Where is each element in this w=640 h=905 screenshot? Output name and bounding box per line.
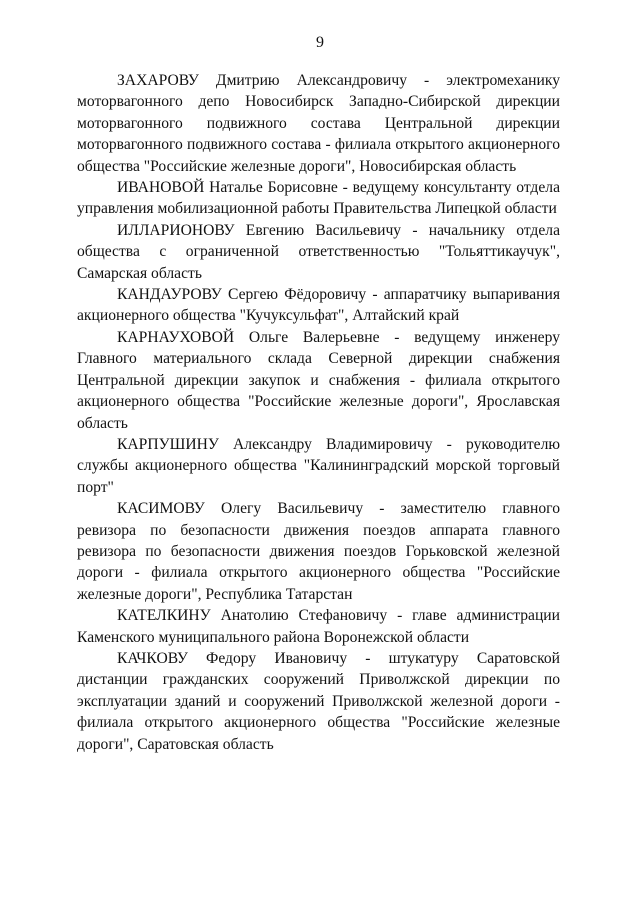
award-entry-karpushin: КАРПУШИНУ Александру Владимировичу - руководителю службы акционерного общества "Калининградский морской торговый порт" [77, 435, 560, 496]
award-entry-ivanova: ИВАНОВОЙ Наталье Борисовне - ведущему консультанту отдела управления мобилизационной работы Правительства Липецкой области [77, 179, 560, 218]
award-entry-kasimov: КАСИМОВУ Олегу Васильевичу - заместителю главного ревизора по безопасности движения поездов аппарата главного ревизора по безопасности движения поездов Горьковской железной дороги - филиала открытого акционерного общества "Российские железные дороги", Республика Татарстан [77, 500, 560, 603]
award-entry-kachkov: КАЧКОВУ Федору Ивановичу - штукатуру Саратовской дистанции гражданских сооружений Приволжской дирекции по эксплуатации зданий и сооружений Приволжской железной дороги - филиала открытого акционерного общества "Российские железные дороги", Саратовская область [77, 649, 560, 753]
document-body [77, 70, 560, 755]
award-entry-kandaurov: КАНДАУРОВУ Сергею Фёдоровичу - аппаратчику выпаривания акционерного общества "Кучуксульфат", Алтайский край [77, 286, 560, 325]
award-entry-katelkin: КАТЕЛКИНУ Анатолию Стефановичу - главе администрации Каменского муниципального района Воронежской области [77, 607, 560, 646]
award-entry-illarionov: ИЛЛАРИОНОВУ Евгению Васильевичу - начальнику отдела общества с ограниченной ответственностью "Тольяттикаучук", Самарская область [77, 221, 560, 282]
award-entry-karnaukhova: КАРНАУХОВОЙ Ольге Валерьевне - ведущему инженеру Главного материального склада Северной дирекции снабжения Центральной дирекции закупок и снабжения - филиала открытого акционерного общества "Российские железные дороги", Ярославская область [77, 328, 560, 432]
page-number: 9 [316, 34, 324, 51]
award-entry-zakharov: ЗАХАРОВУ Дмитрию Александровичу - электромеханику моторвагонного депо Новосибирск Западно-Сибирской дирекции моторвагонного подвижного состава Центральной дирекции моторвагонного подвижного состава - филиала открытого акционерного общества "Российские железные дороги", Новосибирская область [77, 72, 560, 175]
